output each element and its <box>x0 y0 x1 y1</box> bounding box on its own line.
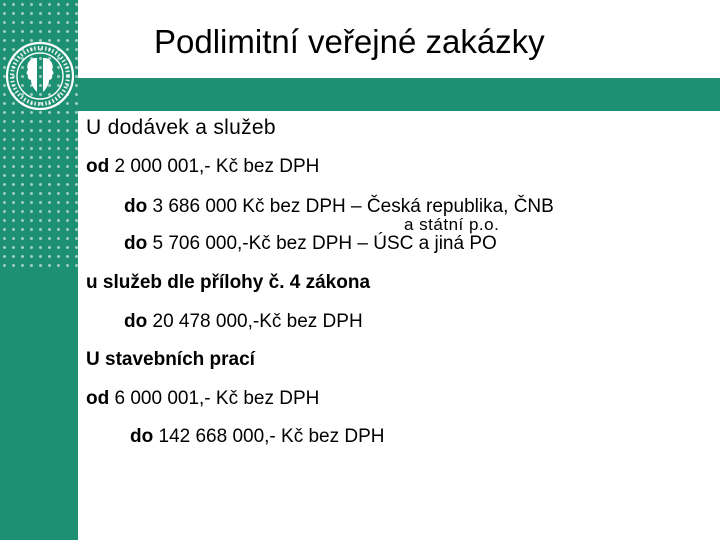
value-do-sluzby: 20 478 000,-Kč bez DPH <box>147 311 363 332</box>
heading-stavebni: U stavebních prací <box>86 349 255 370</box>
label-od: od <box>86 156 110 177</box>
value-do-cr: 3 686 000 Kč bez DPH – Česká republika, ČNB <box>147 196 554 217</box>
line-do-cr-cont: a státní p.o. <box>404 215 500 234</box>
line-do-stavebni <box>130 427 385 446</box>
line-od-stavebni <box>86 389 319 408</box>
label-do: do <box>124 196 148 217</box>
sidebar-solid <box>0 270 78 540</box>
line-od-dodavky <box>86 157 319 176</box>
header-band <box>78 78 720 111</box>
label-od: od <box>86 388 110 409</box>
line-sluzby: u služeb dle přílohy č. 4 zákona <box>86 272 371 293</box>
label-do: do <box>130 426 154 447</box>
value-do-usc: 5 706 000,-Kč bez DPH – ÚSC a jiná PO <box>147 233 497 254</box>
line-do-sluzby <box>124 312 363 331</box>
university-seal-icon <box>4 40 76 112</box>
page-title: Podlimitní veřejné zakázky <box>154 23 545 60</box>
label-do: do <box>124 311 148 332</box>
value-do-stavebni: 142 668 000,- Kč bez DPH <box>153 426 385 447</box>
value-od-stavebni: 6 000 001,- Kč bez DPH <box>109 388 320 409</box>
heading-dodavky: U dodávek a služeb <box>86 116 276 139</box>
label-do: do <box>124 233 148 254</box>
line-do-usc <box>124 234 497 253</box>
value-od-dodavky: 2 000 001,- Kč bez DPH <box>109 156 320 177</box>
line-do-cr <box>124 197 554 216</box>
